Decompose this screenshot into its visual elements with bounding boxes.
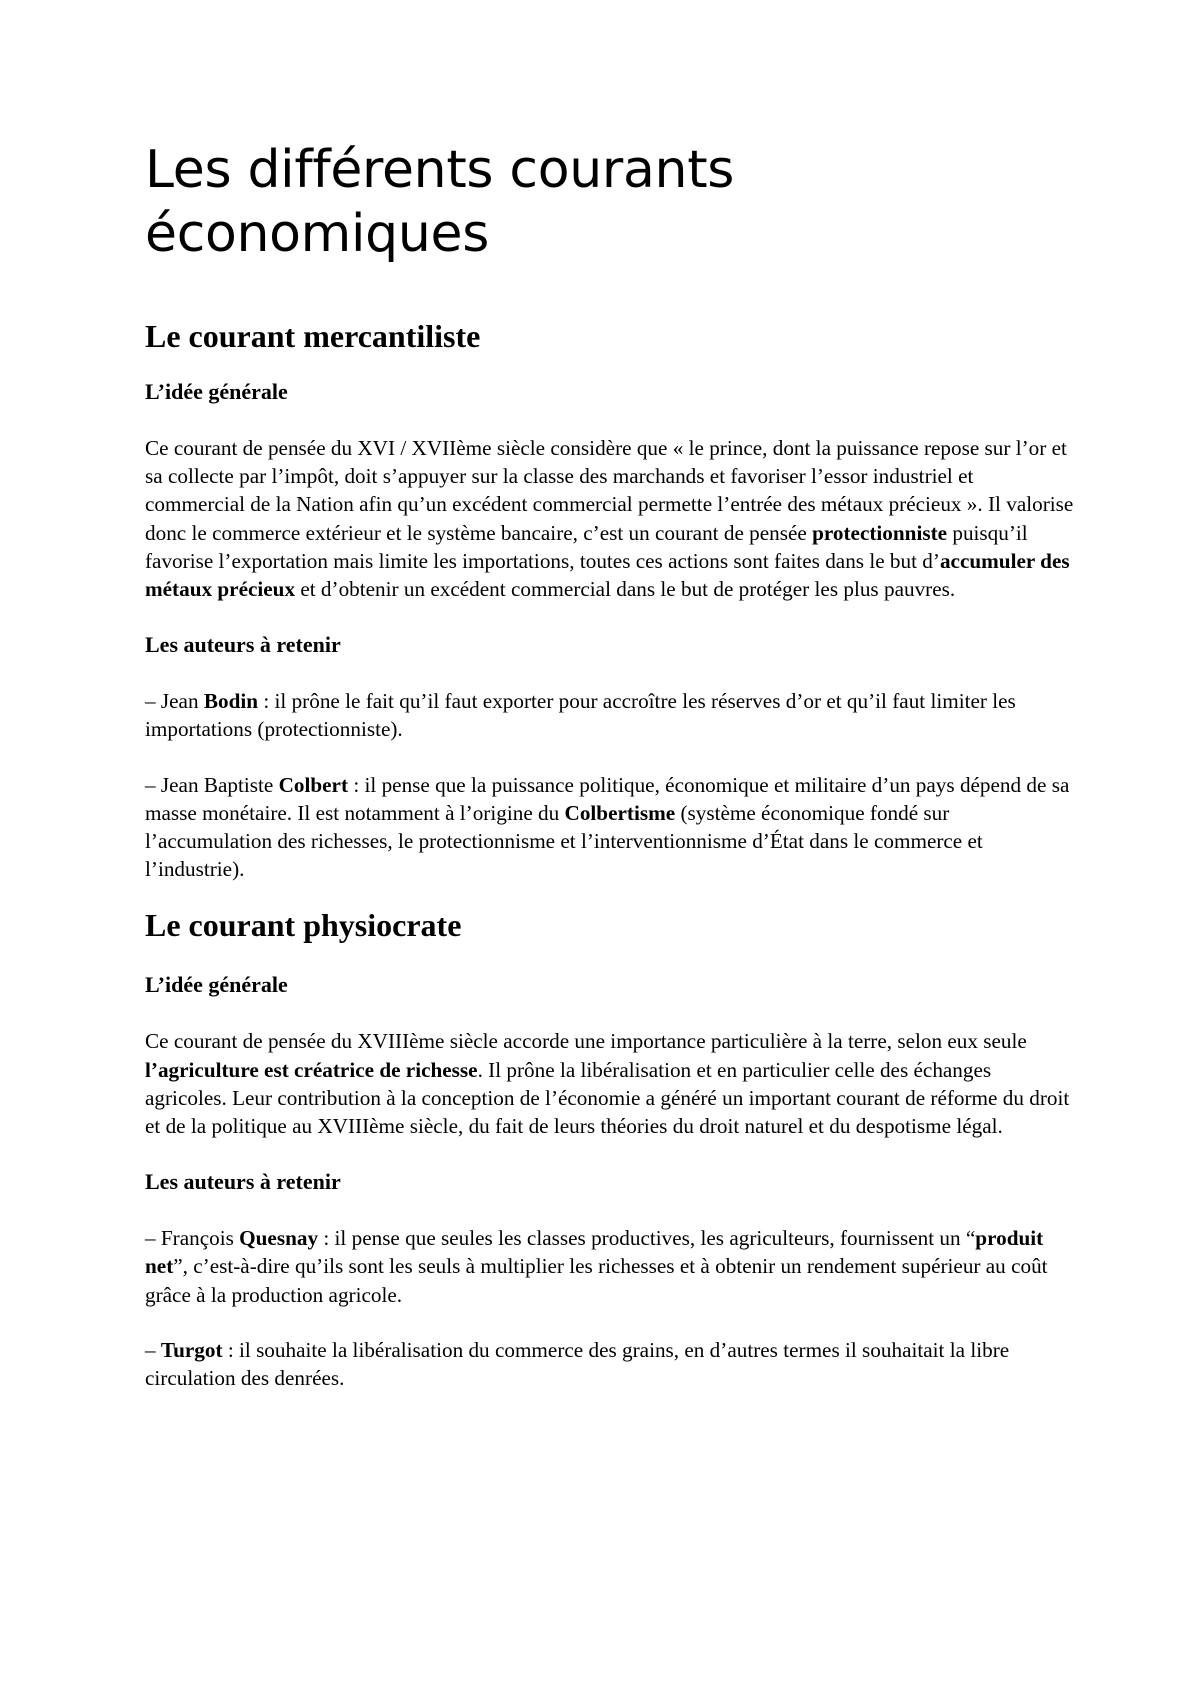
text-run: – François <box>145 1226 240 1251</box>
text-run: : il souhaite la libéralisation du commerce des grains, en d’autres termes il souhaitait la libre circulation des denrées. <box>145 1337 1010 1391</box>
author-quesnay <box>145 1224 1075 1309</box>
text-run: (système économique fondé sur l’accumulation des richesses, le protectionnisme et l’interventionnisme d’État dans le commerce et l’industrie). <box>145 800 983 882</box>
author-bodin <box>145 687 1075 743</box>
author-name: Colbert <box>278 772 349 797</box>
document-page <box>145 138 1075 1392</box>
bold-term: protectionniste <box>812 520 948 545</box>
bold-term: accumuler des métaux précieux <box>145 548 1070 602</box>
subheading-idee-generale: L’idée générale <box>145 379 288 404</box>
text-run: ”, c’est-à-dire qu’ils sont les seuls à multiplier les richesses et à obtenir un rendement supérieur au coût grâce à la production agricole. <box>145 1254 1048 1307</box>
bold-term: produit net <box>145 1226 1044 1279</box>
author-name: Quesnay <box>239 1226 319 1251</box>
text-run: puisqu’il favorise l’exportation mais limite les importations, toutes ces actions sont faites dans le but d’ <box>145 520 1028 573</box>
author-name: Bodin <box>203 689 259 714</box>
section-heading-mercantiliste: Le courant mercantiliste <box>145 318 481 354</box>
text-run: et d’obtenir un excédent commercial dans le but de protéger les plus pauvres. <box>295 577 956 602</box>
author-name: Turgot <box>160 1337 223 1362</box>
text-run: Ce courant de pensée du XVI / XVIIème siècle considère que « le prince, dont la puissance repose sur l’or et sa collecte par l’impôt, doit s’appuyer sur la classe des marchands et favoriser l’essor industriel et commercial de la Nation afin qu’un excédent commercial permette l’entrée des métaux précieux ». Il valorise donc le commerce extérieur et le système bancaire, c’est un courant de pensée <box>145 436 1074 545</box>
text-run: : il pense que la puissance politique, économique et militaire d’un pays dépend de sa masse monétaire. Il est notamment à l’origine du <box>145 772 1070 825</box>
text-run: – <box>145 1337 161 1362</box>
subheading-idee-generale: L’idée générale <box>145 972 288 998</box>
text-run: – Jean <box>145 689 204 714</box>
document-title: Les différents courants économiques <box>145 140 735 264</box>
bold-term: l’agriculture est créatrice de richesse <box>145 1057 478 1082</box>
text-run: : il pense que seules les classes productives, les agriculteurs, fournissent un “ <box>318 1226 976 1251</box>
text-run: Ce courant de pensée du XVIIIème siècle accorde une importance particulière à la terre, selon eux seule <box>145 1029 1027 1054</box>
subheading-auteurs: Les auteurs à retenir <box>145 1169 341 1195</box>
author-colbert <box>145 771 1075 884</box>
subheading-auteurs: Les auteurs à retenir <box>145 632 341 658</box>
text-run: : il prône le fait qu’il faut exporter pour accroître les réserves d’or et qu’il faut limiter les importations (protectionniste). <box>145 689 1016 742</box>
text-run: – Jean Baptiste <box>145 772 279 797</box>
text-run: . Il prône la libéralisation et en particulier celle des échanges agricoles. Leur contribution à la conception de l’économie a généré un important courant de réforme du droit et de la politique au XVIIIème siècle, du fait de leurs théories du droit naturel et du despotisme légal. <box>145 1057 1070 1139</box>
bold-term: Colbertisme <box>564 800 676 825</box>
paragraph-idee-mercantiliste <box>145 434 1075 603</box>
section-heading-physiocrate: Le courant physiocrate <box>145 907 462 944</box>
author-turgot <box>145 1336 1075 1392</box>
paragraph-idee-physiocrate <box>145 1027 1075 1140</box>
